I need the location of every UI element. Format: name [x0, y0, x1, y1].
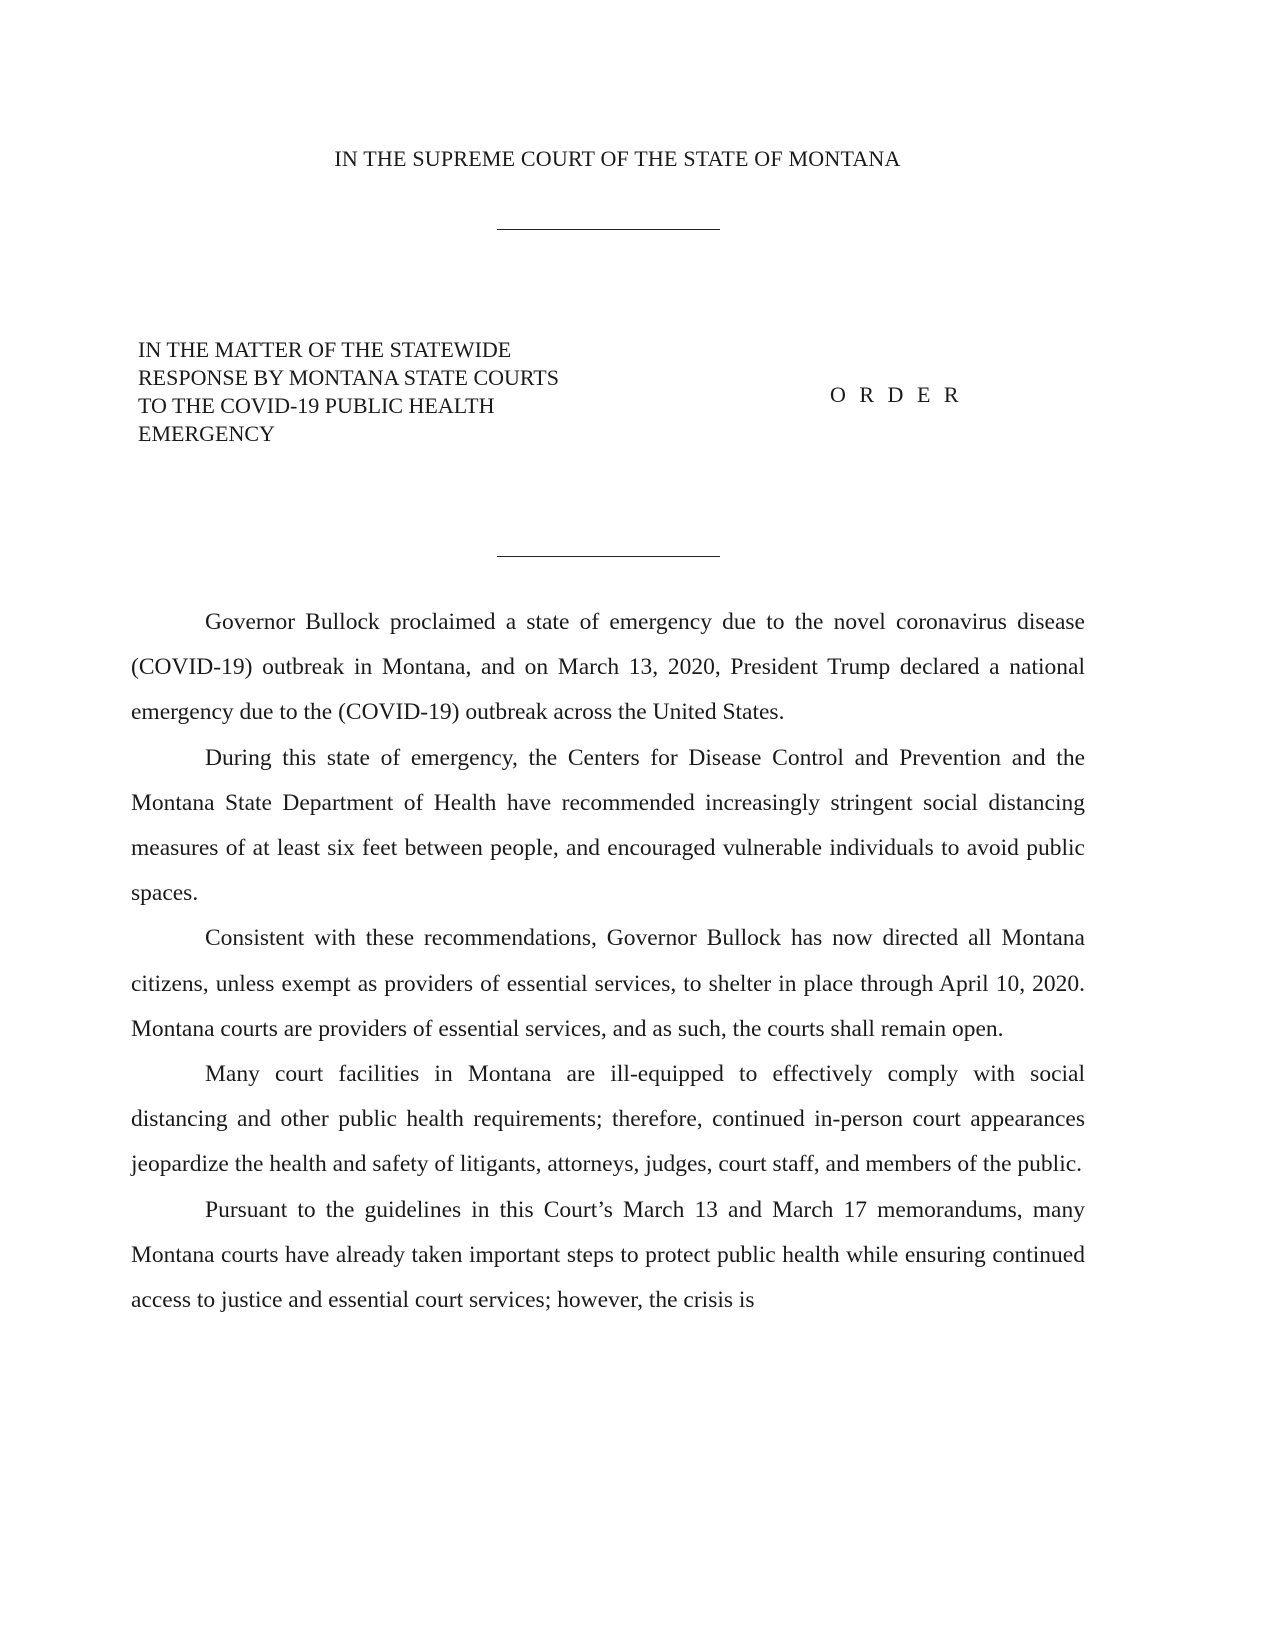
body-paragraph: During this state of emergency, the Centers for Disease Control and Prevention and the Montana State Department of Health have recommended increasingly stringent social distancing measures of at least six feet between people, and encouraged vulnerable individuals to avoid public spaces. — [131, 744, 1085, 907]
case-caption — [138, 336, 668, 448]
bottom-divider-rule — [497, 556, 720, 557]
caption-line: RESPONSE BY MONTANA STATE COURTS — [138, 365, 559, 390]
body-paragraph: Pursuant to the guidelines in this Court’s March 13 and March 17 memorandums, many Montana courts have already taken important steps to protect public health while ensuring continued access to justice and essential court services; however, the crisis is — [131, 1196, 1085, 1314]
caption-line: EMERGENCY — [138, 421, 275, 446]
caption-line: TO THE COVID-19 PUBLIC HEALTH — [138, 393, 495, 418]
top-divider-rule — [497, 229, 720, 230]
body-paragraph: Governor Bullock proclaimed a state of emergency due to the novel coronavirus disease (COVID-19) outbreak in Montana, and on March 13, 2020, President Trump declared a national emergency due to the (COVID-19) outbreak across the United States. — [131, 609, 1085, 726]
body-paragraph: Many court facilities in Montana are ill-equipped to effectively comply with social distancing and other public health requirements; therefore, continued in-person court appearances jeopardize the health and safety of litigants, attorneys, judges, court staff, and members of the public. — [131, 1061, 1085, 1178]
court-heading: IN THE SUPREME COURT OF THE STATE OF MONTANA — [334, 146, 901, 171]
order-title: O R D E R — [830, 382, 963, 407]
body-paragraph: Consistent with these recommendations, Governor Bullock has now directed all Montana citizens, unless exempt as providers of essential services, to shelter in place through April 10, 2020. Montana courts are providers of essential services, and as such, the courts shall remain open. — [131, 925, 1085, 1042]
order-body — [131, 600, 1085, 1323]
caption-line: IN THE MATTER OF THE STATEWIDE — [138, 337, 512, 362]
